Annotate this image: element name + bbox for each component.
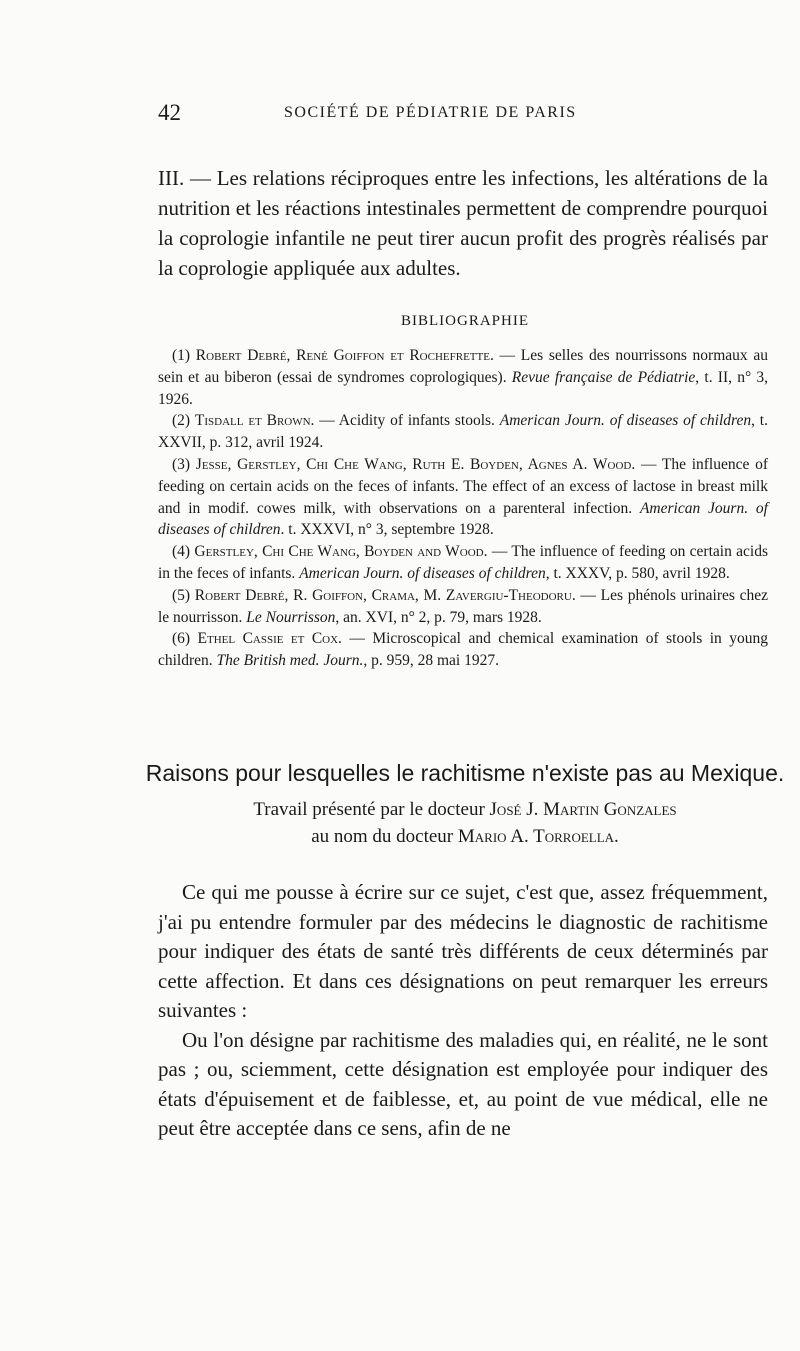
reference-number: (6) xyxy=(172,630,191,648)
byline-prefix: Travail présenté par le docteur xyxy=(253,799,490,820)
reference-authors: Jesse, Gerstley, Chi Che Wang, Ruth E. Boyden, Agnes A. Wood. xyxy=(195,455,636,473)
reference-details: , p. 959, 28 mai 1927. xyxy=(363,652,499,670)
reference-item xyxy=(158,585,768,629)
reference-details: , t. II, n° 3, 1926. xyxy=(158,368,768,408)
article-byline xyxy=(150,796,780,850)
reference-details: , t. XXVII, p. 312, avril 1924. xyxy=(158,412,768,452)
reference-journal: American Journ. of diseases of children xyxy=(158,499,768,539)
reference-authors: Robert Debré, R. Goiffon, Crama, M. Zavergiu-Theodoru. xyxy=(194,586,576,604)
page-number: 42 xyxy=(158,100,181,125)
reference-number: (3) xyxy=(172,455,191,473)
article-title: Raisons pour lesquelles le rachitisme n'existe pas au Mexique. xyxy=(145,760,785,786)
reference-title: — The influence of feeding on certain acids in the feces of infants. xyxy=(158,543,769,582)
author-name: Mario A. Torroella. xyxy=(457,826,619,847)
reference-details: . t. XXXVI, n° 3, septembre 1928. xyxy=(280,521,494,539)
reference-title: — The influence of feeding on certain acids on the feces of infants. The effect of an excess of lactose in breast milk and in modif. cowes milk, with observations on a parenteral infection. xyxy=(158,455,768,517)
reference-journal: Revue française de Pédiatrie xyxy=(511,368,696,386)
reference-number: (4) xyxy=(172,543,191,561)
reference-number: (2) xyxy=(172,412,191,430)
reference-authors: Gerstley, Chi Che Wang, Boyden and Wood. xyxy=(194,543,488,561)
reference-details: , an. XVI, n° 2, p. 79, mars 1928. xyxy=(335,608,542,626)
reference-journal: American Journ. of diseases of children xyxy=(499,412,752,430)
byline-mid: au nom du docteur xyxy=(311,826,458,847)
reference-journal: The British med. Journ. xyxy=(216,652,364,670)
reference-title: — Les phénols urinaires chez le nourrisson. xyxy=(158,586,769,626)
reference-title: — Microscopical and chemical examination of stools in young children. xyxy=(158,630,769,670)
byline-line-1 xyxy=(150,796,780,823)
reference-details: , t. XXXV, p. 580, avril 1928. xyxy=(545,564,730,582)
reference-item xyxy=(158,541,768,585)
reference-title: — Acidity of infants stools. xyxy=(314,412,500,430)
reference-number: (1) xyxy=(172,347,191,364)
conclusion-paragraph: III. — Les relations réciproques entre les infections, les altérations de la nutrition et les réactions intestinales permettent de comprendre pourquoi la coprologie infantile ne peut tirer aucun profit des progrès réalisés par la coprologie appliquée aux adultes. xyxy=(158,166,768,280)
reference-number: (5) xyxy=(172,586,191,604)
body-paragraph: Ou l'on désigne par rachitisme des maladies qui, en réalité, ne le sont pas ; ou, sciemment, cette désignation est employée pour indiquer des états d'épuisement et de faiblesse, et, au point de vue médical, elle ne peut être acceptée dans ce sens, afin de ne xyxy=(158,1027,768,1140)
body-paragraph: Ce qui me pousse à écrire sur ce sujet, c'est que, assez fréquemment, j'ai pu entendre formuler par des médecins le diagnostic de rachitisme pour indiquer des états de santé très différents de ceux déterminés par cette affection. Et dans ces désignations on peut remarquer les erreurs suivantes : xyxy=(158,880,768,1022)
reference-authors: Ethel Cassie et Cox. xyxy=(197,630,342,648)
reference-journal: Le Nourrisson xyxy=(246,608,336,626)
bibliography-heading: BIBLIOGRAPHIE xyxy=(401,313,529,329)
journal-title: SOCIÉTÉ DE PÉDIATRIE DE PARIS xyxy=(284,104,577,121)
reference-item xyxy=(158,345,768,410)
reference-item xyxy=(158,410,768,454)
reference-title: — Les selles des nourrissons normaux au sein et au biberon (essai de syndromes coprologiques). xyxy=(158,347,768,386)
reference-list xyxy=(158,345,768,672)
reference-item xyxy=(158,454,768,541)
reference-authors: Tisdall et Brown. xyxy=(194,412,315,430)
reference-authors: Robert Debré, René Goiffon et Rochefrette. xyxy=(195,347,494,364)
article-body xyxy=(158,878,768,1144)
reference-journal: American Journ. of diseases of children xyxy=(299,564,546,582)
presenter-name: José J. Martin Gonzales xyxy=(489,799,677,820)
running-head xyxy=(158,100,768,128)
reference-item xyxy=(158,628,768,672)
byline-line-2 xyxy=(150,823,780,850)
